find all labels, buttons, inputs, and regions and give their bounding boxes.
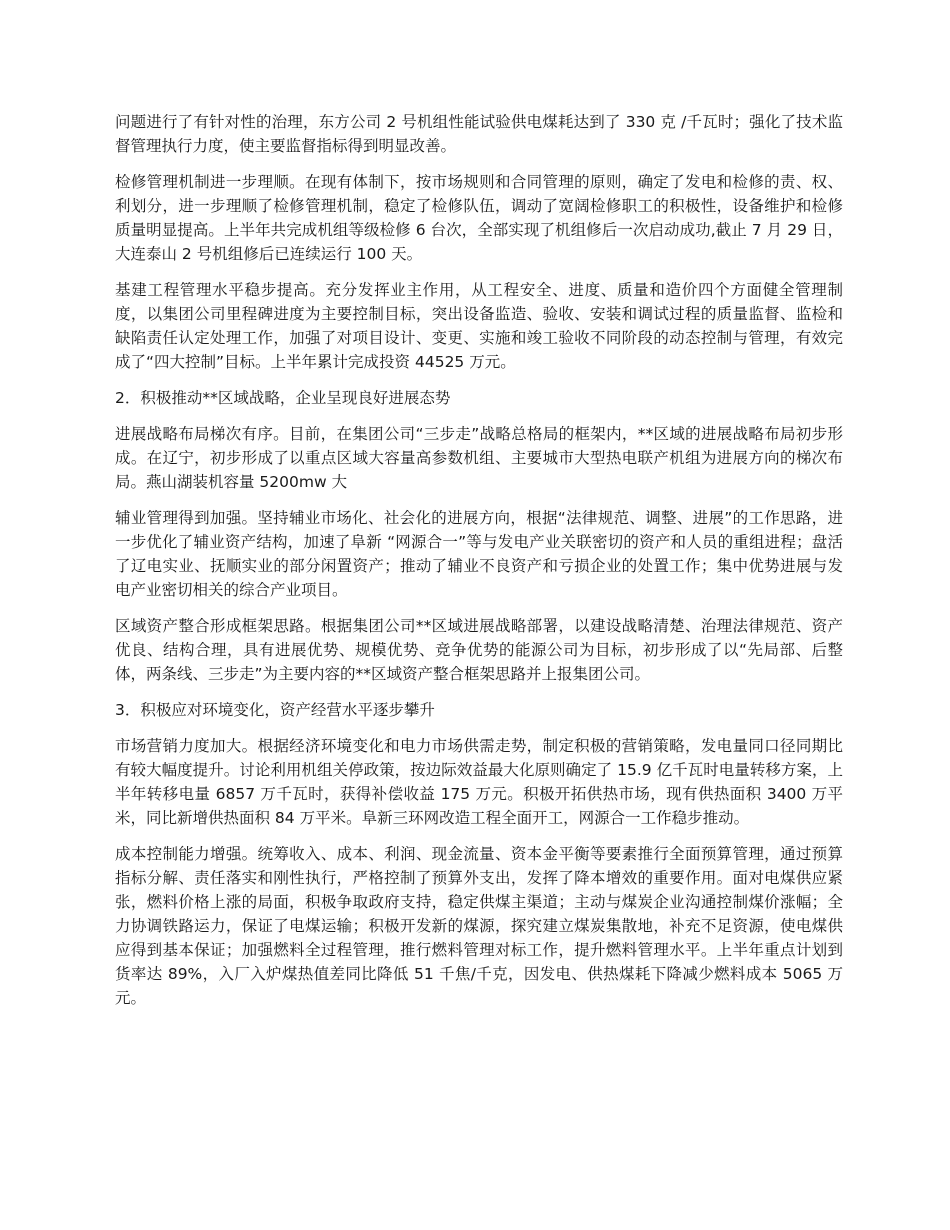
- section-heading-2: 2．积极推动**区域战略，企业呈现良好进展态势: [115, 389, 451, 407]
- section-heading-3: 3．积极应对环境变化，资产经营水平逐步攀升: [115, 701, 435, 719]
- paragraph-auxiliary: 辅业管理得到加强。坚持辅业市场化、社会化的进展方向，根据“法律规范、调整、进展”的工作思路，进一步优化了辅业资产结构，加速了阜新 “网源合一”等与发电产业关联密切的资产和人员的重组进程；盘活了辽电实业、抚顺实业的部分闲置资产；推动了辅业不良资产和亏损企业的处置工作；集中优势进展与发电产业密切相关的综合产业项目。: [115, 509, 843, 599]
- paragraph-cost-control: 成本控制能力增强。统筹收入、成本、利润、现金流量、资本金平衡等要素推行全面预算管理，通过预算指标分解、责任落实和刚性执行，严格控制了预算外支出，发挥了降本增效的重要作用。面对电煤供应紧张，燃料价格上涨的局面，积极争取政府支持，稳定供煤主渠道；主动与煤炭企业沟通控制煤价涨幅；全力协调铁路运力，保证了电煤运输；积极开发新的煤源，探究建立煤炭集散地，补充不足资源，使电煤供应得到基本保证；加强燃料全过程管理，推行燃料管理对标工作，提升燃料管理水平。上半年重点计划到货率达 89%，入厂入炉煤热值差同比降低 51 千焦/千克，因发电、供热煤耗下降减少燃料成本 5065 万元。: [115, 845, 843, 1007]
- paragraph-maintenance: 检修管理机制进一步理顺。在现有体制下，按市场规则和合同管理的原则，确定了发电和检修的责、权、利划分，进一步理顺了检修管理机制，稳定了检修队伍，调动了宽阔检修职工的积极性，设备维护和检修质量明显提高。上半年共完成机组等级检修 6 台次，全部实现了机组修后一次启动成功,截止 7 月 29 日，大连泰山 2 号机组修后已连续运行 100 天。: [115, 173, 843, 263]
- paragraph-construction: 基建工程管理水平稳步提高。充分发挥业主作用，从工程安全、进度、质量和造价四个方面健全管理制度，以集团公司里程碑进度为主要控制目标，突出设备监造、验收、安装和调试过程的质量监督、监检和缺陷责任认定处理工作，加强了对项目设计、变更、实施和竣工验收不同阶段的动态控制与管理，有效完成了“四大控制”目标。上半年累计完成投资 44525 万元。: [115, 281, 843, 371]
- paragraph-marketing: 市场营销力度加大。根据经济环境变化和电力市场供需走势，制定积极的营销策略，发电量同口径同期比有较大幅度提升。讨论利用机组关停政策，按边际效益最大化原则确定了 15.9 亿千瓦时电量转移方案，上半年转移电量 6857 万千瓦时，获得补偿收益 175 万元。积极开拓供热市场，现有供热面积 3400 万平米，同比新增供热面积 84 万平米。阜新三环网改造工程全面开工，网源合一工作稳步推动。: [115, 737, 843, 827]
- paragraph-asset-integration: 区域资产整合形成框架思路。根据集团公司**区域进展战略部署，以建设战略清楚、治理法律规范、资产优良、结构合理，具有进展优势、规模优势、竞争优势的能源公司为目标，初步形成了以“先局部、后整体，两条线、三步走”为主要内容的**区域资产整合框架思路并上报集团公司。: [115, 617, 843, 683]
- paragraph-strategy-layout: 进展战略布局梯次有序。目前，在集团公司“三步走”战略总格局的框架内，**区域的进展战略布局初步形成。在辽宁，初步形成了以重点区域大容量高参数机组、主要城市大型热电联产机组为进展方向的梯次布局。燕山湖装机容量 5200mw 大: [115, 425, 843, 491]
- paragraph-supervision: 问题进行了有针对性的治理，东方公司 2 号机组性能试验供电煤耗达到了 330 克 /千瓦时；强化了技术监督管理执行力度，使主要监督指标得到明显改善。: [115, 113, 843, 155]
- document-page: [115, 110, 843, 1022]
